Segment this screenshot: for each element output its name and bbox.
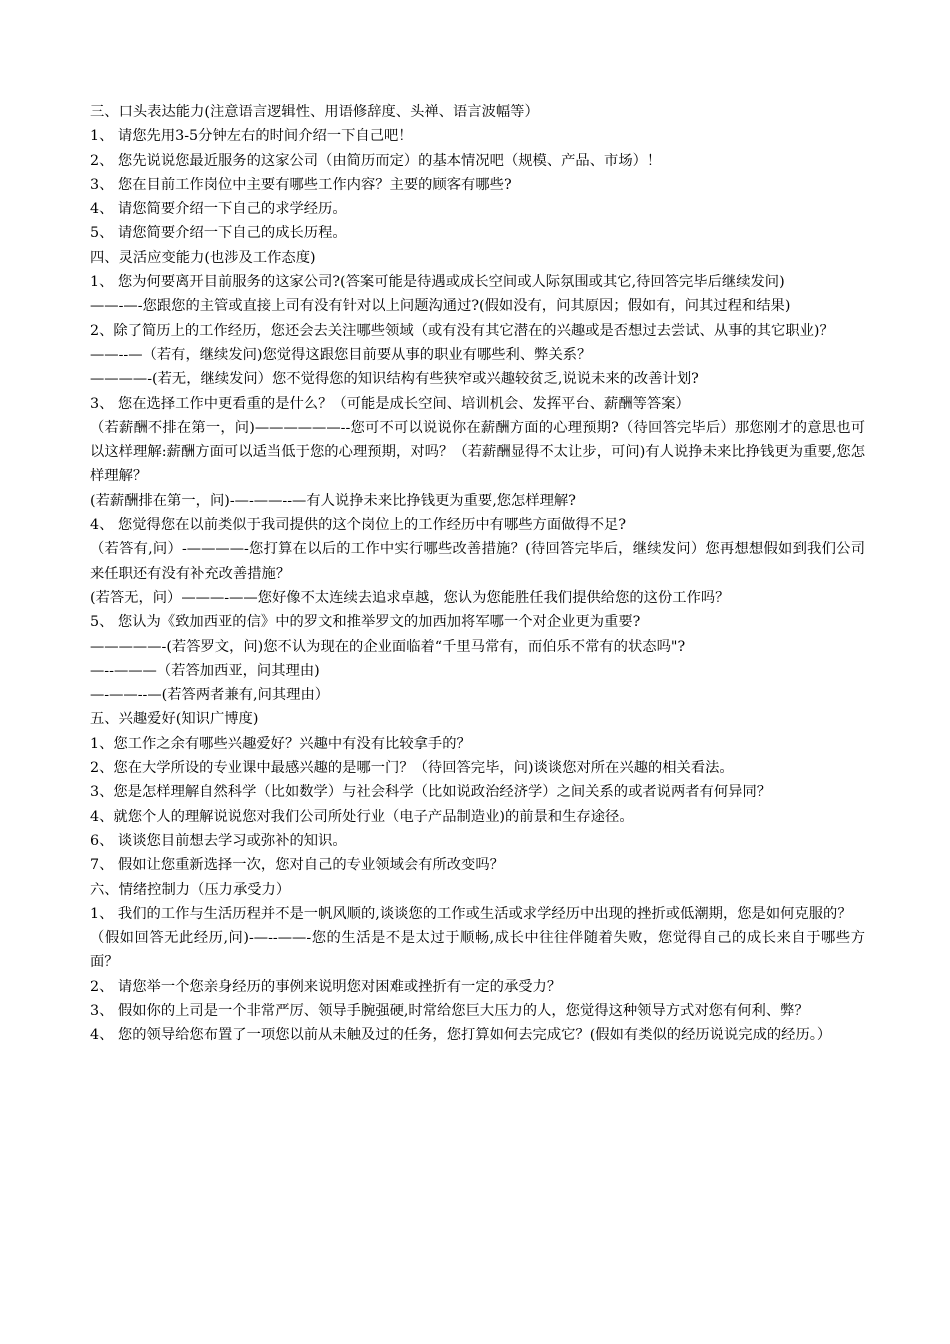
- follow-up-question: (若薪酬排在第一，问)-—-——--—有人说挣未来比挣钱更为重要,您怎样理解?: [90, 492, 576, 509]
- question-item: 3、 假如你的上司是一个非常严厉、领导手腕强硬,时常给您巨大压力的人，您觉得这种领导方式对您有何利、弊？: [90, 1002, 809, 1019]
- question-item: 2、您在大学所设的专业课中最感兴趣的是哪一门？（待回答完毕，问)谈谈您对所在兴趣的相关看法。: [90, 760, 734, 777]
- section-heading-interests: 五、兴趣爱好(知识广博度): [90, 711, 259, 728]
- document-body: [90, 100, 865, 1048]
- follow-up-question: ——--—（若有，继续发问)您觉得这跟您目前要从事的职业有哪些利、弊关系？: [90, 346, 592, 363]
- question-item: 4、 请您简要介绍一下自己的求学经历。: [90, 201, 347, 218]
- follow-up-question: —————-(若答罗文，问)您不认为现在的企业面临着“千里马常有，而伯乐不常有的状态吗"?: [90, 638, 686, 655]
- question-item: 4、就您个人的理解说说您对我们公司所处行业（电子产品制造业)的前景和生存途径。: [90, 808, 634, 825]
- follow-up-question: (若答无，问）———-——您好像不太连续去追求卓越，您认为您能胜任我们提供给您的这份工作吗？: [90, 589, 730, 606]
- question-item: 2、 请您举一个您亲身经历的事例来说明您对困难或挫折有一定的承受力？: [90, 978, 562, 995]
- question-item: 5、 您认为《致加西亚的信》中的罗文和推举罗文的加西加将军哪一个对企业更为重要?: [90, 614, 641, 631]
- question-item: 3、 您在选择工作中更看重的是什么？（可能是成长空间、培训机会、发挥平台、薪酬等答案）: [90, 395, 690, 412]
- question-item: 5、 请您简要介绍一下自己的成长历程。: [90, 225, 347, 242]
- question-item: 1、 您为何要离开目前服务的这家公司?(答案可能是待遇或成长空间或人际氛围或其它,待回答完毕后继续发问): [90, 274, 785, 291]
- follow-up-question: （假如回答无此经历,问)-—--——-您的生活是不是太过于顺畅,成长中往往伴随着失败，您觉得自己的成长来自于哪些方面？: [90, 930, 865, 971]
- section-heading-verbal-expression: 三、口头表达能力(注意语言逻辑性、用语修辞度、头禅、语言波幅等）: [90, 104, 539, 120]
- question-item: 1、 请您先用3-5分钟左右的时间介绍一下自己吧！: [90, 128, 413, 145]
- question-item: 4、 您觉得您在以前类似于我司提供的这个岗位上的工作经历中有哪些方面做得不足?: [90, 517, 626, 534]
- question-item: 3、您是怎样理解自然科学（比如数学）与社会科学（比如说政治经济学）之间关系的或者说两者有何异同？: [90, 784, 772, 801]
- question-item: 6、 谈谈您目前想去学习或弥补的知识。: [90, 832, 347, 849]
- follow-up-question: ——-—-您跟您的主管或直接上司有没有针对以上问题沟通过?(假如没有，问其原因；假如有，问其过程和结果): [90, 298, 791, 315]
- follow-up-question: ————-(若无，继续发问）您不觉得您的知识结构有些狭窄或兴趣较贫乏,说说未来的改善计划?: [90, 371, 699, 388]
- question-item: 1、您工作之余有哪些兴趣爱好？兴趣中有没有比较拿手的？: [90, 735, 471, 752]
- follow-up-question: （若答有,问）-————-您打算在以后的工作中实行哪些改善措施？(待回答完毕后，继续发问）您再想想假如到我们公司来任职还有没有补充改善措施？: [90, 541, 865, 582]
- follow-up-question: —--———（若答加西亚，问其理由): [90, 662, 320, 679]
- question-item: 7、 假如让您重新选择一次，您对自己的专业领域会有所改变吗？: [90, 857, 504, 874]
- question-item: 3、 您在目前工作岗位中主要有哪些工作内容？主要的顾客有哪些?: [90, 176, 512, 193]
- follow-up-question: （若薪酬不排在第一，问)——————--您可不可以说说你在薪酬方面的心理预期?（待回答完毕后）那您刚才的意思也可以这样理解:薪酬方面可以适当低于您的心理预期，对吗？（若薪酬显得不太让步，可问)有人说挣未来比挣钱更为重要,您怎样理解？: [90, 419, 865, 485]
- follow-up-question: —-——--—(若答两者兼有,问其理由）: [90, 687, 330, 704]
- question-item: 2、除了简历上的工作经历，您还会去关注哪些领域（或有没有其它潜在的兴趣或是否想过去尝试、从事的其它职业)？: [90, 322, 834, 339]
- question-item: 2、 您先说说您最近服务的这家公司（由简历而定）的基本情况吧（规模、产品、市场）！: [90, 152, 662, 169]
- section-heading-emotional-control: 六、情绪控制力（压力承受力）: [90, 881, 291, 898]
- question-item: 4、 您的领导给您布置了一项您以前从未触及过的任务，您打算如何去完成它？(假如有类似的经历说说完成的经历。）: [90, 1027, 832, 1044]
- section-heading-adaptability: 四、灵活应变能力(也涉及工作态度): [90, 249, 316, 266]
- question-item: 1、 我们的工作与生活历程并不是一帆风顺的,谈谈您的工作或生活或求学经历中出现的挫折或低潮期，您是如何克服的？: [90, 905, 852, 922]
